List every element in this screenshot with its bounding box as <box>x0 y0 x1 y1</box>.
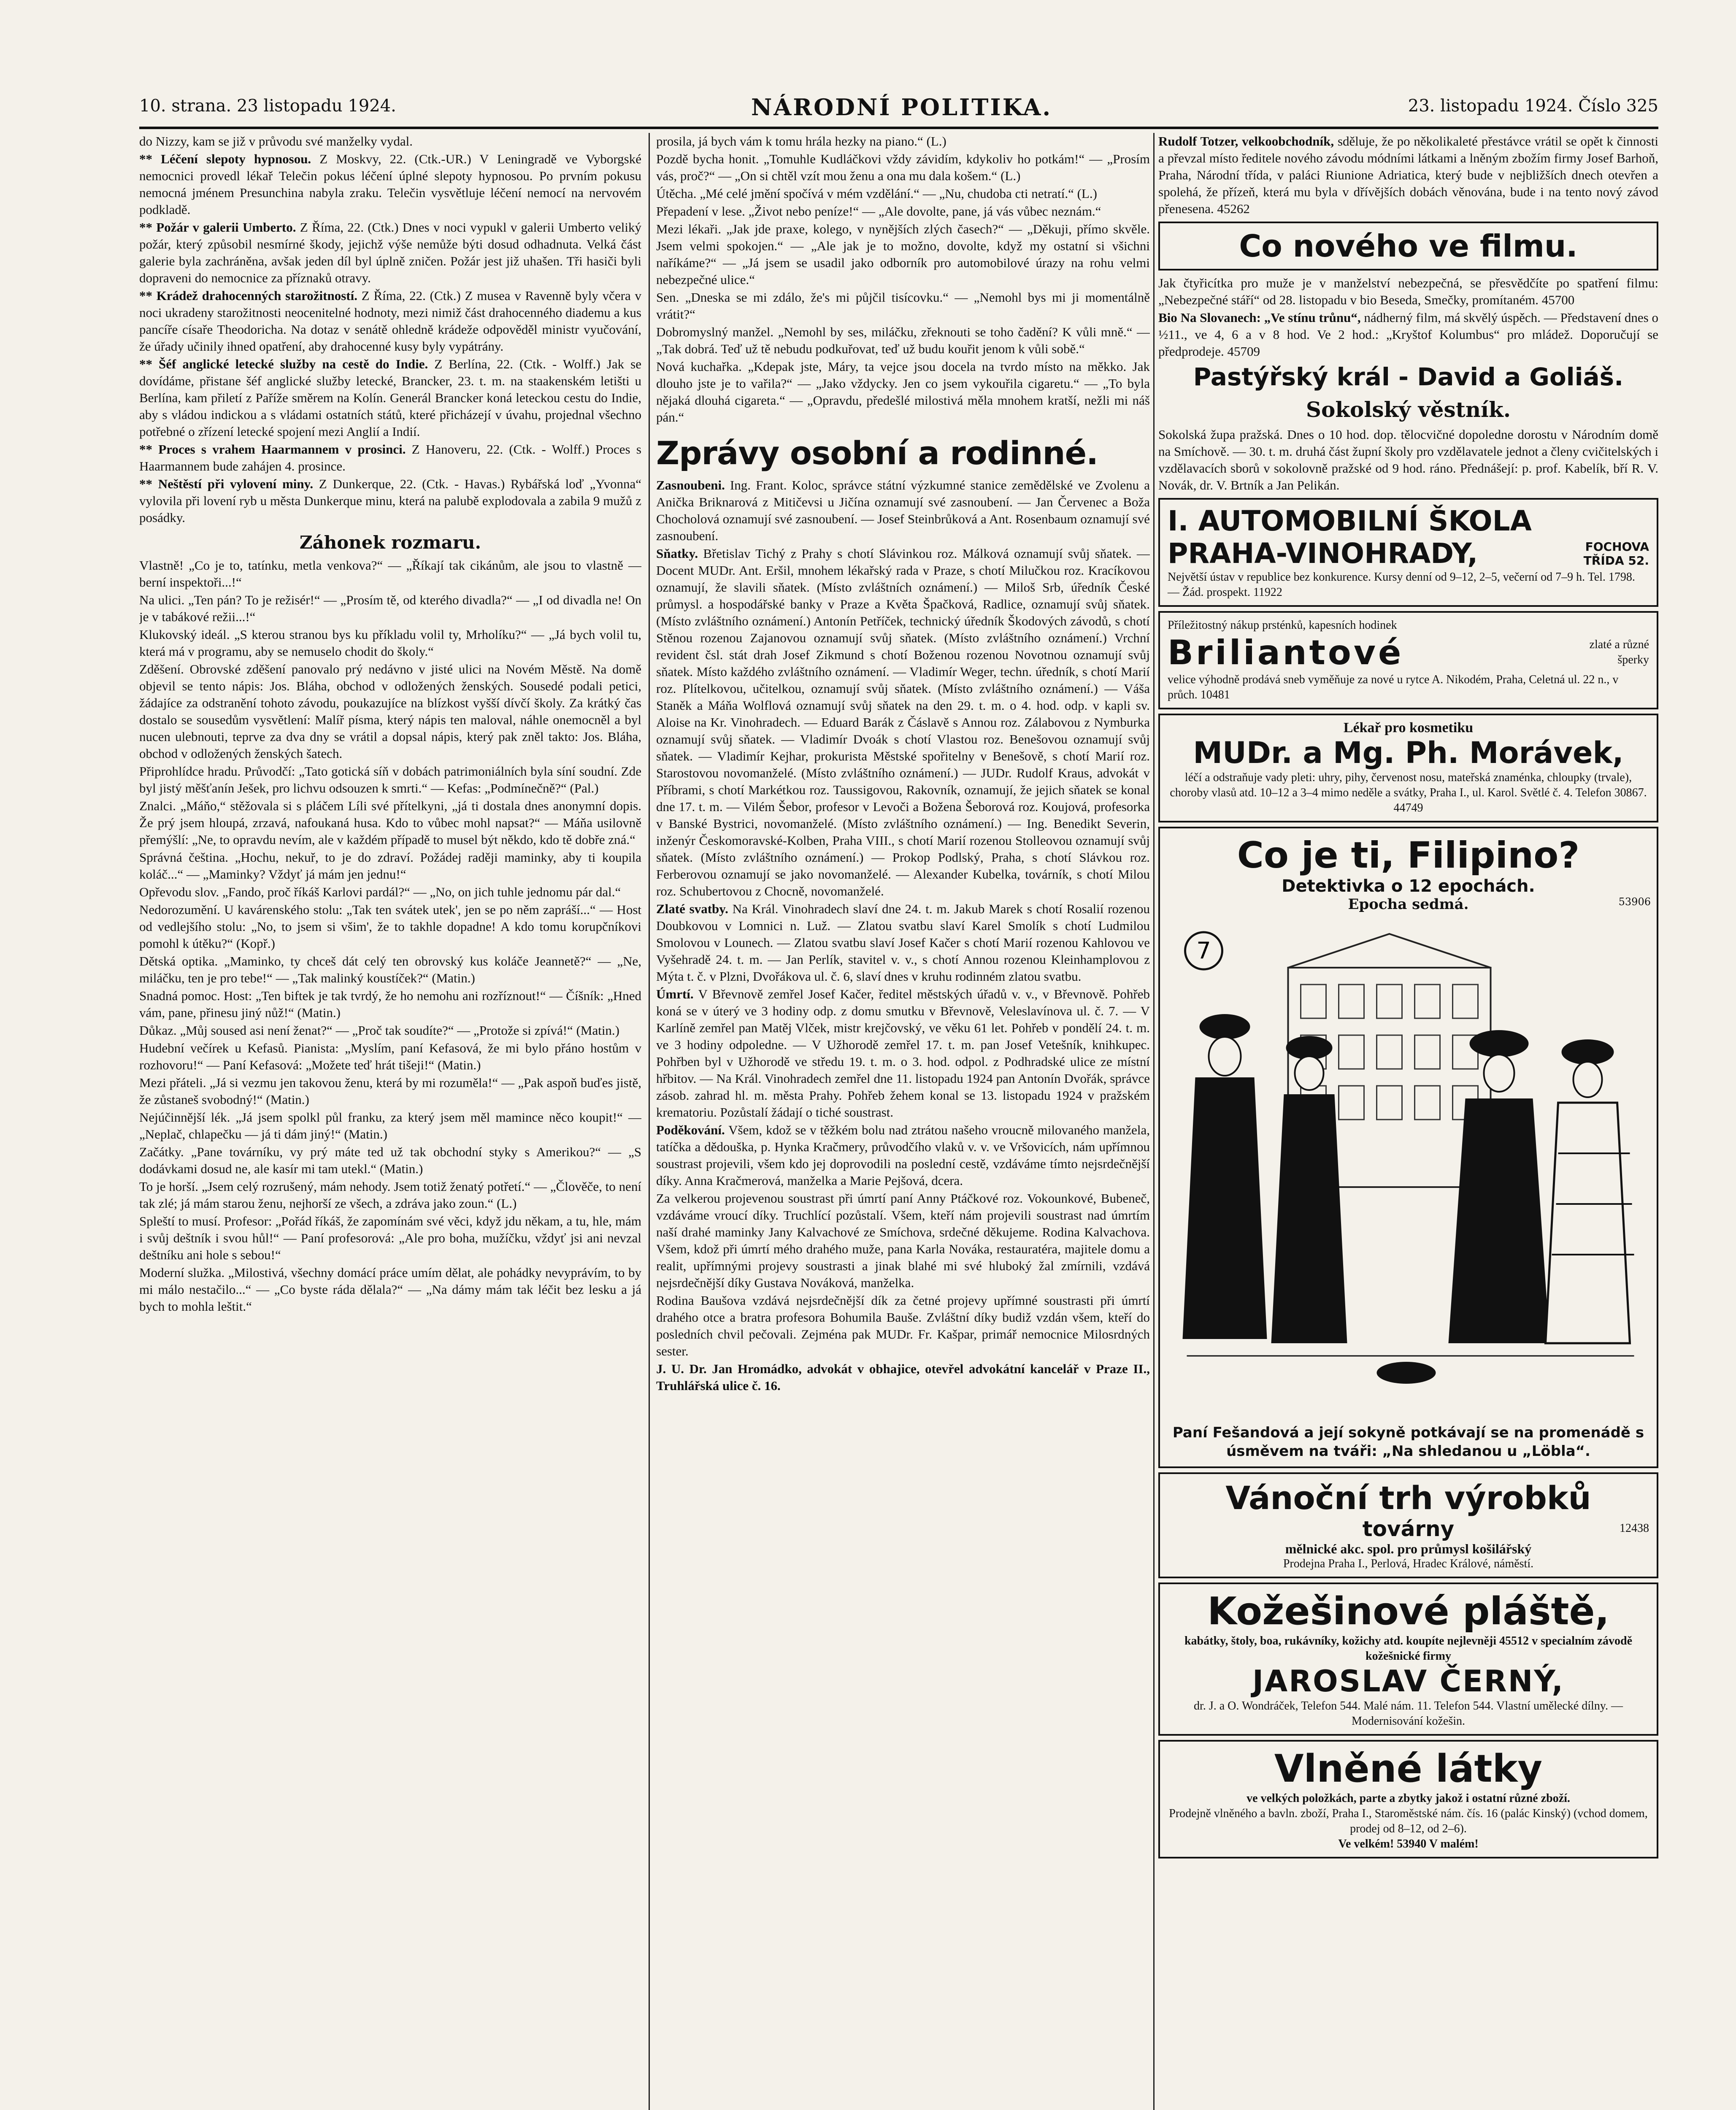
cosmetics-title: MUDr. a Mg. Ph. Morávek, <box>1193 736 1624 770</box>
joke: Moderní služka. „Milostivá, všechny domácí práce umím dělat, ale pohádky nevyprávím, to by mi málo nestačilo...“ — „Co byste ráda dělala?“ — „Na dámy mám tak léčit bez lesku a já bych to mohla leštit.“ <box>139 1265 641 1314</box>
driving-school-city: PRAHA-VINOHRADY, <box>1168 537 1478 570</box>
filipino-num: 53906 <box>1618 896 1651 908</box>
joke: Hudební večírek u Kefasů. Pianista: „Myslím, paní Kefasová, že mi bylo přáno hostům v rozhovoru!“ — Paní Kefasová: „Možete teď hrát tišeji!“ (Matin.) <box>139 1041 641 1072</box>
christmas-market-num: 12438 <box>1620 1522 1649 1535</box>
jewelry-sub: zlaté a různé šperky <box>1589 638 1649 666</box>
personal-heading: Úmrtí. <box>656 987 694 1001</box>
fur-coats-firm: JAROSLAV ČERNÝ, <box>1252 1664 1564 1699</box>
fur-coats-address: dr. J. a O. Wondráček, Telefon 544. Malé nám. 11. Telefon 544. Vlastní umělecké dílny. — Modernisování kožešin. <box>1194 1699 1623 1728</box>
masthead: NÁRODNÍ POLITIKA. <box>751 94 1052 121</box>
personal-item <box>656 1122 1150 1189</box>
personal-heading: Poděkování. <box>656 1123 725 1137</box>
jewelry-title: Briliantové <box>1168 633 1404 672</box>
news-item <box>139 441 641 475</box>
driving-school-text: Největší ústav v republice bez konkurence. Kursy denní od 9–12, 2–5, večerní od 7–9 h. Tel. 1798. — Žád. prospekt. 11922 <box>1168 571 1635 599</box>
news-text: Z Berlína, 22. (Ctk. - Wolff.) Jak se dovídáme, přistane šéf anglické služby letecké, Brancker, 23. t. m. na staakenském letišti u Berlína, kam přiletí z Paříže směrem na Kolín. Generál Brancker koná leteckou cestu do Indie, aby s vládou indickou a s vládami ostatních států, které přicházejí v úvahu, projednal všechno potřebné o zřízení letecké spojení mezi Anglií a Indií. <box>139 357 641 439</box>
cinema-notice <box>1158 309 1658 360</box>
film-ad-text: Jak čtyřicítka pro muže je v manželství nebezpečná, se přesvědčíte po spatření filmu: „Nebezpečné stáří“ od 28. listopadu v bio Beseda, Smečky, promítaném. 45700 <box>1158 276 1658 307</box>
wool-fabrics-shop: Prodejně vlněného a bavln. zboží, Praha I., Staroměstské nám. čís. 16 (palác Kinský) (vchod domem, prodej od 8–12, od 2–6). <box>1169 1807 1648 1835</box>
driving-school-street: FOCHOVA TŘÍDA 52. <box>1583 540 1649 568</box>
joke: Nedorozumění. U kavárenského stolu: „Tak ten svátek utek', jen se po něm zapráší...“ — Host od vedlejšího stolu: „No, to jsem si všim', že to takhle dopadne! A kdo tomu korupčníkovi pomohl k útěku?“ (Kopř.) <box>139 902 641 951</box>
filipino-caption: Paní Fešandová a její sokyně potkávají se na promenádě s úsměvem na tváři: „Na shledanou u „Löbla“. <box>1172 1424 1644 1460</box>
news-heading: ** Léčení slepoty hypnosou. <box>139 151 311 166</box>
filipino-sub2: Epocha sedmá. <box>1348 896 1469 913</box>
news-text: Z Hanoveru, 22. (Ctk. - Wolff.) Proces s Haarmannem bude zahájen 4. prosince. <box>139 442 641 473</box>
joke: Mezi lékaři. „Jak jde praxe, kolego, v nynějších zlých časech?“ — „Děkuji, přímo skvěle. Jsem velmi spokojen.“ — „Ale jak je to možno, dovolte, když my ostatní si všichni naříkáme?“ — „Já jsem se usadil jako odborník pro automobilové úrazy na rohu velmi nebezpečné ulice.“ <box>656 222 1150 287</box>
cosmetics-pre: Lékař pro kosmetiku <box>1343 720 1474 736</box>
joke: Sen. „Dneska se mi zdálo, že's mi půjčil tisícovku.“ — „Nemohl bys mi ji momentálně vrátit?“ <box>656 290 1150 322</box>
wool-fabrics-title: Vlněné látky <box>1274 1747 1543 1791</box>
column-3 <box>1158 133 1658 2110</box>
film-ad <box>1158 222 1658 271</box>
filipino-title: Co je ti, Filipino? <box>1237 834 1580 876</box>
column-1 <box>139 133 641 2110</box>
news-item <box>139 356 641 440</box>
news-heading: ** Krádež drahocenných starožitností. <box>139 288 357 303</box>
personal-text: Všem, kdož se v těžkém bolu nad ztrátou našeho vroucně milovaného manžela, tatíčka a dědouška, p. Hynka Kračmery, průvodčího vlaků v. v. ve Vršovicích, nám upřímnou soustrast projevili, všem kdo jej doprovodili na poslední cestě, vzdáváme tímto nejsrdečnější díky. Anna Kračmerová, manželka a Marie Pejšová, dcera. <box>656 1123 1150 1188</box>
fur-coats-title: Kožešinové pláště, <box>1207 1589 1609 1634</box>
personal-item <box>656 477 1150 544</box>
personal-text: Ing. Frant. Koloc, správce státní výzkumné stanice zemědělské ve Zvolenu a Anička Briknarová z Mitičevsi u Jičína oznamují své zasnoubení. — Jan Červenec a Boža Chocholová oznamují své zasnoubení. — Josef Steinbrůková a Ant. Rosenbaum oznamují své zasnoubení. <box>656 478 1150 543</box>
news-item: do Nizzy, kam se již v průvodu své manželky vydal. <box>139 134 413 149</box>
notice-heading: Rudolf Totzer, velkoobchodník, <box>1158 134 1334 149</box>
christmas-market-sub: továrny <box>1362 1517 1455 1541</box>
joke: Vlastně! „Co je to, tatínku, metla venkova?“ — „Říkají tak cikánům, ale jsou to vlastně — berní inspektoři...!“ <box>139 558 641 590</box>
christmas-market-company: mělnické akc. spol. pro průmysl košilářský <box>1285 1541 1532 1556</box>
jewelry-ad <box>1158 611 1658 709</box>
news-item <box>139 287 641 355</box>
jewelry-pre: Příležitostný nákup prsténků, kapesních hodinek <box>1168 619 1397 632</box>
cosmetics-ad <box>1158 714 1658 822</box>
joke: Opřevodu slov. „Fando, proč říkáš Karlovi pardál?“ — „No, on jich tuhle jednomu pár dal.“ <box>139 885 621 899</box>
personal-text: Břetislav Tichý z Prahy s chotí Slávinkou roz. Málková oznamují svůj sňatek. — Docent MUDr. Ant. Eršil, mnohem lékařský rada v Praze, s chotí Milučkou roz. Kracíkovou oznamují, že slavili sňatek. (Místo zvláštních oznámení.) — Miloš Srb, úředník České průmysl. a hospodářské banky v Praze a Květa Špačková, Radlice, oznamují svůj sňatek. (Místo zvláštního oznámení.) Antonín Petříček, technický úředník Škodových závodů, s chotí Stěnou rozenou Zajanovou oznamují svůj sňatek. (Místo zvláštního oznámení.) Vrchní revident čsl. stát drah Josef Zikmund s chotí Boženou rozenou Novotnou oznamují svůj sňatek. Místo každého zvláštního oznámení. — Vladimír Weger, techn. úředník, s chotí Marií roz. Plítelkovou, učitelkou, oznamují svůj sňatek. (Místo zvláštního oznámení.) — Váša Staněk a Máňa Wolflová oznamují svůj sňatek na den 29. t. m. o 4. hod. odp. v kapli sv. Aloise na Kr. Vinohradech. — Eduard Barák z Čáslavě s Annou roz. Zálabovou z Nymburka oznamují svůj sňatek. — Vladimír Dvoák s chotí Vlastou roz. Benešovou oznamují svůj sňatek. — Vladimír Kejhar, prokurista Městské spořitelny v Benešově, s chotí Marií roz. Starostovou novomanželé. (Místo zvláštního oznámení.) — JUDr. Rudolf Kraus, advokát v Příbrami, s chotí Markétkou roz. Taussigovou, Rakovník, oznamují, že jejich sňatek se konal dne 17. t. m. — Vilém Šebor, profesor v Levoči a Božena Šeborová roz. Koujová, profesorka v Banské Bystrici, novomanželé. (Místo zvláštního oznámení.) — Ing. Benedikt Severin, inženýr Českomoravské-Kolben, Praha VIII., s chotí Marií rozenou Stolleovou oznamují svůj sňatek. (Místo zvláštního oznámení.) — Prokop Podlský, Praha, s chotí Slávkou roz. Ferberovou oznamují se jako novomanželé. — Alexander Kubelka, továrník, s chotí Milou roz. Schubertovou z Chocně, novomanželé. <box>656 546 1150 898</box>
news-text: Z Říma, 22. (Ctk.) Z musea v Ravenně byly včera v noci ukradeny starožitnosti neocenitelné hodnoty, mezi nimiž část drahocenného diademu a kus pancíře císaře Theodoricha. Na dotaz v senátě ohledně krádeže odpověděl ministr vyučování, že úřady učinily ihned opatření, aby drahocenné kusy byly vypátrány. <box>139 288 641 354</box>
joke: Znalci. „Máňo,“ stěžovala si s pláčem Líli své přítelkyni, „já ti dostala dnes anonymní dopis. Že prý jsem hloupá, zrzavá, nafoukaná husa. Kdo to vůbec mohl napsat?“ — Máňa usilovně přemýšlí: „Ne, to opravdu nevím, ale v každém případě to musel být někdo, kdo tě dobře zná.“ <box>139 798 641 847</box>
joke: Útěcha. „Mé celé jmění spočívá v mém vzdělání.“ — „Nu, chudoba cti netratí.“ (L.) <box>656 186 1097 201</box>
personal-item: Za velkerou projevenou soustrast při úmrtí paní Anny Ptáčkové roz. Vokounkové, Bubeneč, vzdáváme vroucí díky. Truchlící pozůstalí. Všem, kteří nám projevili soustrast nad úmrtím naší drahé maminky Jany Kalvachové ze Smíchova, srdečné děkujeme. Rodina Kalvachova. Všem, kdož při úmrtí mého drahého muže, pana Karla Nováka, restauratéra, majitele domu a realit, upřímnými projevy soustrasti a jinak blahé mi své hluboký žal zmírnili, vzdává nejsrdečnější díky Gustava Nováková, manželka. <box>656 1191 1150 1290</box>
joke: prosila, já bych vám k tomu hrála hezky na piano.“ (L.) <box>656 134 946 149</box>
column-divider-1 <box>649 133 650 2110</box>
filipino-ad <box>1158 827 1658 1468</box>
personal-news-headline: Zprávy osobní a rodinné. <box>656 434 1098 472</box>
personal-heading: Zlaté svatby. <box>656 901 728 916</box>
street-scene-illustration <box>1166 917 1651 1423</box>
notice-text: sděluje, že po několikaleté přestávce vrátil se opět k činnosti a převzal místo ředitele nového závodu módními látkami a lněným zbožím firmy Josef Barhoň, Praha, Národní třída, v paláci Riunione Adriatica, který bude v nejbližších dnech otevřen a spolehá, že přízeň, která mu byla v dřívějších dobách věnována, bude i na tento nový závod přenesena. 45262 <box>1158 134 1658 216</box>
personal-text: V Břevnově zemřel Josef Kačer, ředitel městských úřadů v. v., v Břevnově. Pohřeb koná se v úterý ve 3 hodiny odp. z domu smutku v Břevnově, Veleslavínova ul. č. 7. — V Karlíně zemřel pan Matěj Vlček, mistr krejčovský, ve věku 61 let. Pohřeb v pondělí 24. t. m. ve 3 hodiny odpoledne. — V Užhorodě zemřel 17. t. m. pan Josef Vetešník, knihkupec. Pohřben byl v Užhorodě ve středu 19. t. m. o 3. hod. odpol. z Podhradské ulice ze místní hřbitov. — Na Král. Vinohradech zemřel dne 11. listopadu 1924 pan Antonín Dvořák, správce zásob. zahrad hl. m. města Prahy. Pohřeb žehem konal se 13. listopadu 1924 v pražském krematoriu. Pozůstalí žádají o tiché soustrast. <box>656 987 1150 1120</box>
cosmetics-text: léčí a odstraňuje vady pleti: uhry, pihy, červenost nosu, mateřská znaménka, chloupky (trvale), choroby vlasů atd. 10–12 a 3–4 mimo neděle a svátky, Praha I., ul. Karol. Světlé č. 4. Telefon 30867. 44749 <box>1170 771 1647 814</box>
news-text: Z Říma, 22. (Ctk.) Dnes v noci vypukl v galerii Umberto veliký požár, který způsobil nesmírné škody, jejichž výše nemůže býti dosud odhadnuta. Velká část galerie byla zachráněna, avšak jeden díl byl úplně zničen. Požár jest již uhašen. Tři hasiči byli dopraveni do nemocnice za příznaků otravy. <box>139 220 641 285</box>
header-right: 23. listopadu 1924. Číslo 325 <box>1408 96 1658 116</box>
joke: Připrohlídce hradu. Průvodčí: „Tato gotická síň v dobách patrimoniálních byla síní soudní. Zde byl jistý měšťanín Ješek, pro lichvu odsouzen k smrti.“ — Kefas: „Podmínečně?“ (Pal.) <box>139 764 641 795</box>
joke: Spleští to musí. Profesor: „Pořád říkáš, že zapomínám své věci, když jdu někam, a tu, hle, mám i svůj deštník i svou hůl!“ — Paní profesorová: „Ale pro boha, mužíčku, vždyť jsi ani nevzal deštníku ani hole s sebou!“ <box>139 1214 641 1262</box>
news-item <box>139 476 641 526</box>
fur-coats-ad <box>1158 1582 1658 1736</box>
header-left: 10. strana. 23 listopadu 1924. <box>139 96 396 116</box>
personal-heading: Sňatky. <box>656 546 698 561</box>
film-ad-title: Co nového ve filmu. <box>1239 228 1578 264</box>
personal-item: Rodina Baušova vzdává nejsrdečnější dík za četné projevy upřímné soustrasti při úmrtí drahého otce a bratra profesora Bohumila Bauše. Zvláštní díky budiž vzdán všem, kteří do posledních chvil pečovali. Zejména pak MUDr. Fr. Kašpar, primář nemocnice Milosrdných sester. <box>656 1293 1150 1358</box>
page-header <box>139 96 1658 126</box>
joke: Dětská optika. „Maminko, ty chceš dát celý ten obrovský kus koláče Jeannetě?“ — „Ne, miláčku, ten je pro tebe!“ — „Tak malinký koustíček?“ (Matin.) <box>139 954 641 985</box>
column-2 <box>656 133 1150 2110</box>
personal-item <box>656 986 1150 1121</box>
header-rule <box>139 127 1658 129</box>
news-item <box>139 151 641 218</box>
sokol-text: Sokolská župa pražská. Dnes o 10 hod. dop. tělocvičné dopoledne dorostu v Národním domě na Smíchově. — 30. t. m. druhá část župní školy pro vzdělavatele jednot a členy cvičitelských i vzdělavacích sborů v sokolovně pražské od 9 hod. ráno. Přednášejí: p. prof. Kabelík, bří R. V. Novák, dr. V. Brtník a Jan Pelikán. <box>1158 427 1658 492</box>
christmas-market-ad <box>1158 1472 1658 1578</box>
film-title-banner: Pastýřský král - David a Goliáš. <box>1193 362 1624 391</box>
joke: Klukovský ideál. „S kterou stranou bys ku příkladu volil ty, Mrholíku?“ — „Já bych volil tu, která má v programu, aby se nemuselo chodit do školy.“ <box>139 627 641 659</box>
driving-school-ad <box>1158 498 1658 607</box>
joke: Správná čeština. „Hochu, nekuř, to je do zdraví. Požádej raději maminky, aby ti koupila koláč...“ — „Maminky? Vždyť já mám jen jednu!“ <box>139 850 641 882</box>
joke: Pozdě bycha honit. „Tomuhle Kudláčkovi vždy závidím, kdykoliv ho potkám!“ — „Prosím vás, proč?“ — „On si chtěl vzít mou ženu a ona mu dala košem.“ (L.) <box>656 151 1150 183</box>
joke: Mezi přáteli. „Já si vezmu jen takovou ženu, která by mi rozuměla!“ — „Pak aspoň buďes jistě, že zůstaneš svobodný!“ (Matin.) <box>139 1075 641 1107</box>
personal-text: Na Král. Vinohradech slaví dne 24. t. m. Jakub Marek s chotí Rosalií rozenou Doubkovou v Lomnici n. Luž. — Zlatou svatbu slaví Karel Smolík s chotí Ludmilou Smolovou v Lounech. — Zlatou svatbu slaví Josef Kačer s chotí Marií rozenou Kahlovou ve Vyšehradě 24. t. m. — Jan Perlík, stavitel v. v., s chotí Annou rozenou Kleinhamplovou z Mýta t. č. v Plzni, Dvořákova ul. č. 6, slaví dnes v kruhu rodinném zlatou svatbu. <box>656 901 1150 984</box>
personal-item <box>656 901 1150 985</box>
news-heading: ** Šéf anglické letecké služby na cestě do Indie. <box>139 357 428 371</box>
joke: Na ulici. „Ten pán? To je režisér!“ — „Prosím tě, od kterého divadla?“ — „I od divadla ne! On je v tabákové režii...!“ <box>139 592 641 624</box>
personal-heading: Zasnoubeni. <box>656 478 725 492</box>
driving-school-title: I. AUTOMOBILNÍ ŠKOLA <box>1168 505 1532 537</box>
wool-fabrics-ad <box>1158 1740 1658 1858</box>
news-heading: ** Požár v galerii Umberto. <box>139 220 296 235</box>
news-text: Z Dunkerque, 22. (Ctk. - Havas.) Rybářská loď „Yvonna“ vylovila při lovení ryb u města Dunkerque minu, která na palubě explodovala a zabila 9 mužů z posádky. <box>139 476 641 525</box>
column-divider-2 <box>1153 133 1155 2110</box>
joke: Nejúčinnější lék. „Já jsem spolkl půl franku, za který jsem měl mamince něco koupit!“ — „Neplač, chlapečku — já ti dám jiný!“ (Matin.) <box>139 1110 641 1142</box>
episode-number: 7 <box>1196 937 1211 964</box>
news-text: Z Moskvy, 22. (Ctk.-UR.) V Leningradě ve Vyborgské nemocnici provedl lékař Telečin pokus léčení úplné slepoty hypnosou. Po prvním pokusu nemocná jménem Presunchina nabyla zraku. Telečin vysvětluje léčení nemocí na nervovém podkladě. <box>139 151 641 217</box>
news-item <box>139 219 641 287</box>
joke: Důkaz. „Můj soused asi není ženat?“ — „Proč tak soudíte?“ — „Protože si zpívá!“ (Matin.) <box>139 1023 620 1038</box>
advocate-notice: J. U. Dr. Jan Hromádko, advokát v obhajice, otevřel advokátní kancelář v Praze II., Truhlářská ulice č. 16. <box>656 1361 1150 1393</box>
wool-fabrics-sub: ve velkých položkách, parte a zbytky jakož i ostatní různé zboží. <box>1247 1792 1570 1805</box>
jewelry-text: velice výhodně prodává sneb vyměňuje za nové u rytce A. Nikodém, Praha, Celetná ul. 22 n., v průch. 10481 <box>1168 673 1619 701</box>
joke: To je horší. „Jsem celý rozrušený, mám nehody. Jsem totiž ženatý potřetí.“ — „Člověče, to není tak zlé; já mám starou ženu, nejhorší ze všech, a zdráva jako zoun.“ (L.) <box>139 1179 641 1211</box>
christmas-market-shops: Prodejna Praha I., Perlová, Hradec Králové, náměstí. <box>1283 1557 1534 1570</box>
christmas-market-title: Vánoční trh výrobků <box>1225 1479 1591 1517</box>
joke: Začátky. „Pane továrníku, vy prý máte ted už tak obchodní styky s Amerikou?“ — „S dodávkami dosud ne, ale kasír mi tam utekl.“ (Matin.) <box>139 1144 641 1176</box>
personal-item <box>656 545 1150 900</box>
business-notice <box>1158 133 1658 217</box>
humor-section-title: Záhonek rozmaru. <box>299 532 481 553</box>
cinema-heading: Bio Na Slovanech: „Ve stínu trůnu“, <box>1158 310 1361 325</box>
news-heading: ** Proces s vrahem Haarmannem v prosinci. <box>139 442 406 457</box>
news-heading: ** Neštěstí při vylovení miny. <box>139 476 314 491</box>
wool-fabrics-footer: Ve velkém! 53940 V malém! <box>1338 1837 1479 1850</box>
filipino-sub2-row <box>1166 896 1651 913</box>
joke: Přepadení v lese. „Život nebo peníze!“ — „Ale dovolte, pane, já vás vůbec neznám.“ <box>656 204 1101 219</box>
sokol-title: Sokolský věstník. <box>1306 397 1511 422</box>
joke: Dobromyslný manžel. „Nemohl by ses, miláčku, zřeknouti se toho čadění? K vůli mně.“ — „Tak dobrá. Teď už tě nebudu podkuřovat, teď už budu kouřit jenom k vůli sobě.“ <box>656 325 1150 356</box>
filipino-illustration <box>1166 917 1651 1423</box>
joke: Zděšení. Obrovské zděšení panovalo prý nedávno v jisté ulici na Novém Městě. Na domě objevil se tento nápis: Jos. Bláha, obchod v odložených ženských. Sousedé podali petici, žádajíce za odstranění tohoto závodu, poukazujíce na blízkost vyšší dívčí školy. Za krátký čas dostalo se sousedům vysvětlení: Malíř písma, který nápis ten maloval, náhle onemocněl a byl nucen ulebnouti, teprve za dva dny se vrátil a dopsal nápis, který pak zněl takto: Jos. Bláha, obchod v odložených ženských šatech. <box>139 662 641 761</box>
cinema-text: nádherný film, má skvělý úspěch. — Představení dnes o ½11., ve 4, 6 a v 8 hod. Ve 2 hod.: „Kryštof Kolumbus“ pro mládež. Doporučují se předprodeje. 45709 <box>1158 310 1658 359</box>
joke: Nová kuchařka. „Kdepak jste, Máry, ta vejce jsou docela na tvrdo místo na měkko. Jak dlouho jste je to vařila?“ — „Jako vždycky. Jen co jsem vykouřila cigaretu.“ — „To byla nějaká dlouhá cigareta.“ — „Opravdu, předešlé milostivá měla mnohem kratší, nežli mi náš pán.“ <box>656 359 1150 425</box>
filipino-sub: Detektivka o 12 epochách. <box>1282 876 1535 896</box>
fur-coats-text: kabátky, štoly, boa, rukávníky, kožichy atd. koupíte nejlevněji 45512 v specialním závodě kožešnické firmy <box>1184 1634 1633 1663</box>
joke: Snadná pomoc. Host: „Ten biftek je tak tvrdý, že ho nemohu ani rozříznout!“ — Číšník: „Hned vám, pane, přinesu jiný nůž!“ (Matin.) <box>139 988 641 1020</box>
